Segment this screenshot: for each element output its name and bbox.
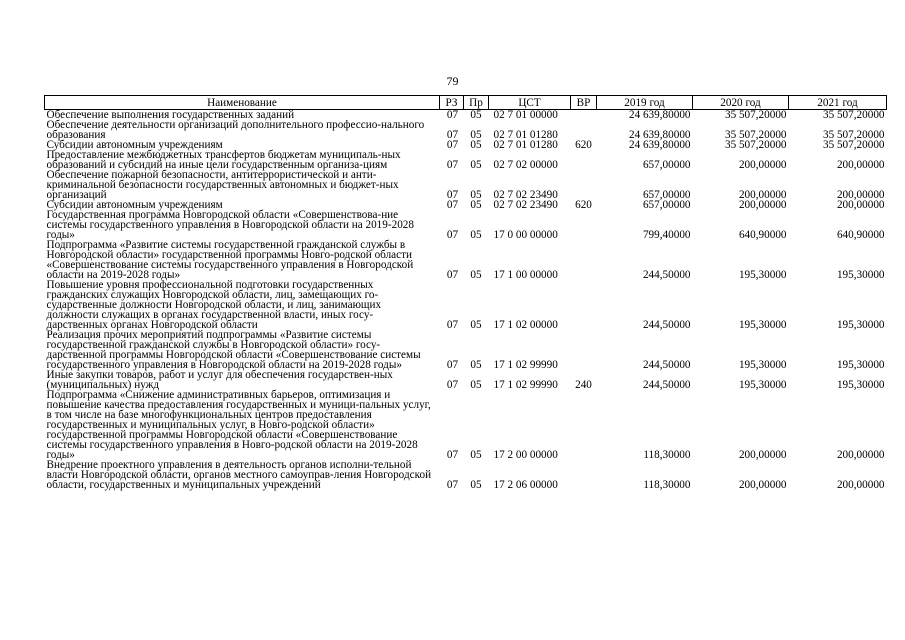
cell-name: Подпрограмма «Развитие системы государственной гражданской службы в Новгородской области» государственной программы Новго-родской области «Совершенствование системы государственного управления в Новгородской области на 2019-2028 годы» (46, 239, 414, 281)
cell-vr: 620 (575, 139, 592, 151)
cell-2021: 195,30000 (836, 269, 885, 281)
cell-2020: 200,00000 (738, 479, 787, 491)
cell-2020: 200,00000 (738, 199, 787, 211)
page-number: 79 (446, 74, 459, 88)
cell-2020: 200,00000 (738, 189, 787, 201)
header-vr: ВР (571, 96, 597, 110)
cell-rz: 07 (446, 479, 459, 491)
cell-2019: 118,30000 (643, 479, 691, 491)
cell-name: Иные закупки товаров, работ и услуг для обеспечения государствен-ных (муниципальных) нужд (46, 369, 393, 391)
cell-pr: 05 (470, 269, 482, 281)
cell-2020: 35 507,20000 (724, 109, 787, 121)
cell-name: Обеспечение деятельности организаций дополнительного профессио-нального образования (46, 119, 425, 141)
cell-pr: 05 (470, 159, 482, 171)
table-row (45, 370, 887, 390)
cell-2021: 195,30000 (836, 379, 885, 391)
cell-2019: 118,30000 (643, 449, 691, 461)
header-2020: 2020 год (693, 96, 789, 110)
cell-2019: 657,00000 (642, 199, 691, 211)
cell-pr: 05 (470, 479, 482, 491)
cell-pr: 05 (470, 199, 482, 211)
cell-2019: 244,50000 (642, 379, 691, 391)
cell-2021: 200,00000 (836, 479, 885, 491)
header-cst: ЦСТ (489, 96, 571, 110)
header-2021: 2021 год (789, 96, 887, 110)
header-pr: Пр (464, 96, 489, 110)
cell-2019: 657,00000 (642, 159, 691, 171)
cell-name: Субсидии автономным учреждениям (46, 199, 223, 211)
table-row (45, 120, 887, 140)
cell-rz: 07 (446, 269, 459, 281)
cell-rz: 07 (446, 199, 459, 211)
cell-vr (571, 150, 597, 170)
cell-name: Внедрение проектного управления в деятельность органов исполни-тельной власти Новгородской области, органов местного самоуправ-ления Новгородской области, государственных и муниципальных учреждений (46, 459, 432, 491)
cell-2020: 640,90000 (738, 229, 787, 241)
cell-cst: 17 1 02 99990 (493, 379, 558, 391)
cell-2021: 35 507,20000 (822, 129, 885, 141)
cell-pr: 05 (470, 379, 482, 391)
cell-vr (571, 280, 597, 330)
cell-2021: 640,90000 (836, 229, 885, 241)
cell-2019: 244,50000 (642, 359, 691, 371)
cell-name: Реализация прочих мероприятий подпрограммы «Развитие системы государственной гражданской службы в Новгородской области» госу-дарственной программы Новгородской области «Совершенствование системы государственного управления в Новгородской области на 2019-2028 годы» (46, 329, 421, 371)
cell-pr: 05 (470, 109, 482, 121)
cell-cst: 17 1 02 99990 (493, 359, 558, 371)
cell-vr (571, 110, 597, 121)
cell-2021: 200,00000 (836, 199, 885, 211)
cell-vr (571, 390, 597, 460)
cell-rz: 07 (446, 449, 459, 461)
cell-cst: 02 7 01 01280 (493, 129, 558, 141)
cell-2019: 244,50000 (642, 269, 691, 281)
table-header-row (45, 96, 887, 110)
table-row (45, 280, 887, 330)
cell-2019: 24 639,80000 (628, 139, 691, 151)
cell-vr (571, 210, 597, 240)
table-body (45, 110, 887, 491)
cell-rz: 07 (446, 139, 459, 151)
cell-rz: 07 (446, 359, 459, 371)
cell-2021: 195,30000 (836, 359, 885, 371)
cell-vr (571, 120, 597, 140)
cell-vr (571, 240, 597, 280)
cell-2021: 195,30000 (836, 319, 885, 331)
cell-name: Предоставление межбюджетных трансфертов бюджетам муниципаль-ных образований и субсидий на иные цели государственным организа-циям (46, 149, 401, 171)
cell-name: Субсидии автономным учреждениям (46, 139, 223, 151)
cell-2020: 200,00000 (738, 449, 787, 461)
table-row (45, 390, 887, 460)
cell-rz: 07 (446, 229, 459, 241)
cell-cst: 02 7 01 00000 (493, 109, 558, 121)
cell-cst: 02 7 02 00000 (493, 159, 558, 171)
cell-2021: 35 507,20000 (822, 109, 885, 121)
cell-2020: 35 507,20000 (724, 129, 787, 141)
cell-rz: 07 (446, 319, 459, 331)
table-row (45, 330, 887, 370)
table-row (45, 150, 887, 170)
cell-cst: 17 0 00 00000 (493, 229, 558, 241)
cell-rz: 07 (446, 129, 459, 141)
cell-2020: 35 507,20000 (724, 139, 787, 151)
cell-2020: 195,30000 (738, 379, 787, 391)
cell-2019: 24 639,80000 (628, 129, 691, 141)
header-rz: РЗ (440, 96, 464, 110)
cell-vr (571, 170, 597, 200)
cell-vr (571, 330, 597, 370)
cell-rz: 07 (446, 109, 459, 121)
budget-table (44, 95, 887, 490)
cell-cst: 02 7 01 01280 (493, 139, 558, 151)
table-row (45, 460, 887, 490)
header-2019: 2019 год (597, 96, 693, 110)
cell-2021: 35 507,20000 (822, 139, 885, 151)
cell-cst: 17 2 06 00000 (493, 479, 558, 491)
cell-name: Обеспечение выполнения государственных заданий (46, 109, 295, 121)
cell-pr: 05 (470, 229, 482, 241)
cell-pr: 05 (470, 449, 482, 461)
cell-pr: 05 (470, 129, 482, 141)
cell-pr: 05 (470, 359, 482, 371)
cell-2020: 200,00000 (738, 159, 787, 171)
cell-2021: 200,00000 (836, 189, 885, 201)
cell-name: Государственная программа Новгородской области «Совершенствова-ние системы государственного управления в Новгородской области на 2019-2028 годы» (46, 209, 414, 241)
cell-2021: 200,00000 (836, 449, 885, 461)
cell-pr: 05 (470, 139, 482, 151)
cell-rz: 07 (446, 159, 459, 171)
cell-2020: 195,30000 (738, 319, 787, 331)
cell-cst: 02 7 02 23490 (493, 199, 558, 211)
cell-pr: 05 (470, 319, 482, 331)
cell-name: Подпрограмма «Снижение административных барьеров, оптимизация и повышение качества предоставления государственных и муници-пальных услуг, в том числе на базе многофункциональных центров предоставления государственных и муниципальных услуг, в Новго-родской области» государственной программы Новгородской области «Совершенствование системы государственного управления в Новго-родской области на 2019-2028 годы» (46, 389, 431, 461)
cell-pr: 05 (470, 189, 482, 201)
cell-2019: 244,50000 (642, 319, 691, 331)
table-row (45, 170, 887, 200)
cell-name: Обеспечение пожарной безопасности, антитеррористической и анти-криминальной безопасности государственных автономных и бюджет-ных организаций (46, 169, 399, 201)
cell-2019: 24 639,80000 (628, 109, 691, 121)
cell-cst: 17 2 00 00000 (493, 449, 558, 461)
cell-rz: 07 (446, 379, 459, 391)
cell-name: Повышение уровня профессиональной подготовки государственных гражданских служащих Новгородской области, лиц, замещающих го-сударственные должности Новгородской области, и лиц, занимающих должности служащих в органах государственной власти, иных госу-дарственных органах Новгородской области (46, 279, 382, 331)
cell-2020: 195,30000 (738, 269, 787, 281)
cell-cst: 02 7 02 23490 (493, 189, 558, 201)
cell-vr: 620 (575, 199, 592, 211)
cell-vr: 240 (575, 379, 592, 391)
cell-cst: 17 1 00 00000 (493, 269, 558, 281)
table-row (45, 240, 887, 280)
cell-vr (571, 460, 597, 490)
cell-2019: 799,40000 (642, 229, 691, 241)
cell-cst: 17 1 02 00000 (493, 319, 558, 331)
cell-2020: 195,30000 (738, 359, 787, 371)
cell-2019: 657,00000 (642, 189, 691, 201)
table-row (45, 210, 887, 240)
cell-rz: 07 (446, 189, 459, 201)
cell-2021: 200,00000 (836, 159, 885, 171)
header-name: Наименование (45, 96, 440, 110)
